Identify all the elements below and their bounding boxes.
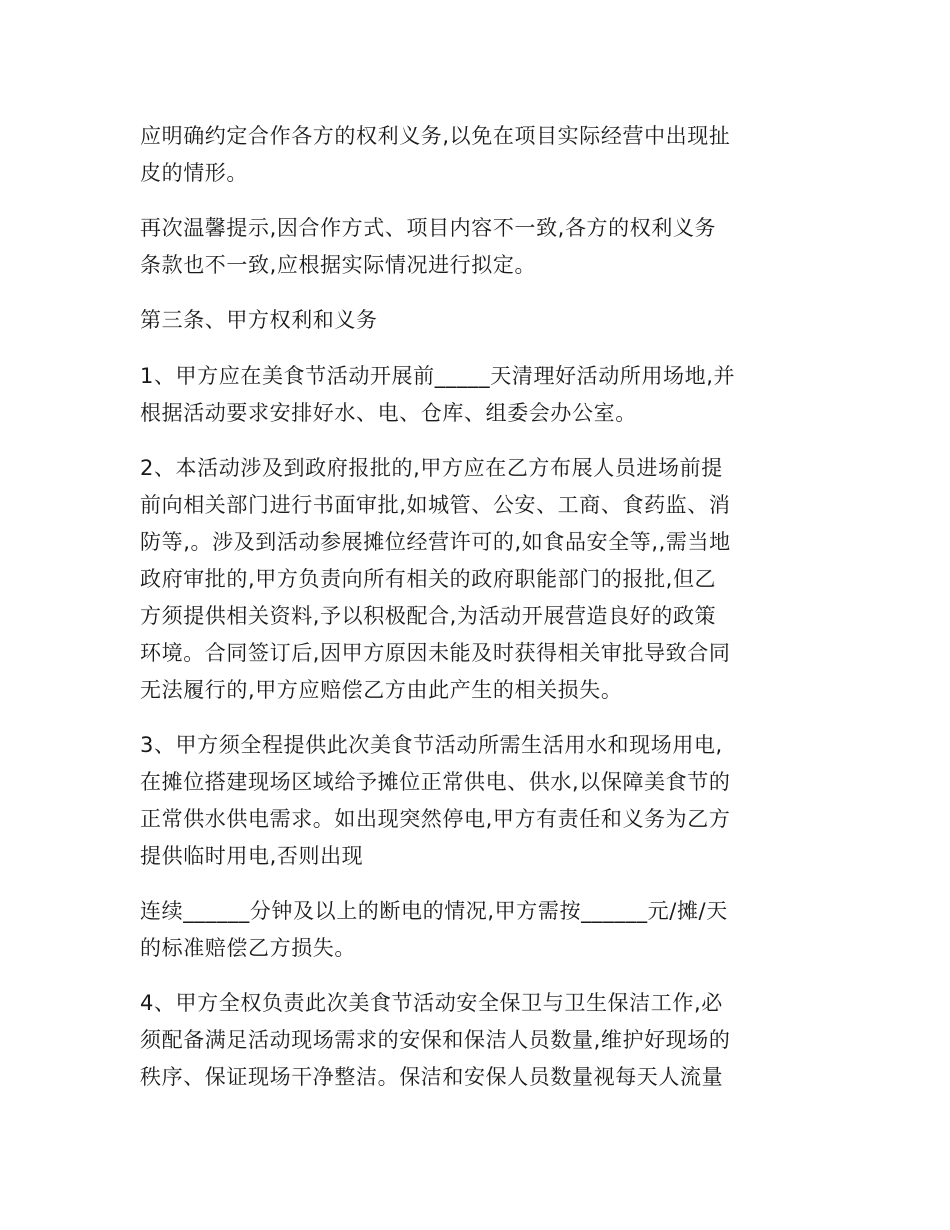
text-line: 在摊位搭建现场区域给予摊位正常供电、供水,以保障美食节的 — [140, 770, 731, 794]
text-line: 连续______分钟及以上的断电的情况,甲方需按______元/摊/天 — [140, 899, 728, 923]
section-heading — [140, 302, 820, 339]
clause-4 — [140, 985, 820, 1096]
text-line: 再次温馨提示,因合作方式、项目内容不一致,各方的权利义务 — [140, 216, 717, 240]
text-line: 2、本活动涉及到政府报批的,甲方应在乙方布展人员进场前提 — [140, 456, 723, 480]
text-line: 的标准赔偿乙方损失。 — [140, 936, 356, 960]
text-line: 无法履行的,甲方应赔偿乙方由此产生的相关损失。 — [140, 678, 623, 702]
clause-3-continued — [140, 893, 820, 967]
text-line: 防等,。涉及到活动参展摊位经营许可的,如食品安全等,,需当地 — [140, 530, 731, 554]
clause-2 — [140, 450, 820, 709]
clause-1 — [140, 358, 820, 432]
text-line: 正常供水供电需求。如出现突然停电,甲方有责任和义务为乙方 — [140, 807, 731, 831]
text-line: 1、甲方应在美食节活动开展前_____天清理好活动所用场地,并 — [140, 364, 736, 388]
text-line: 秩序、保证现场干净整洁。保洁和安保人员数量视每天人流量 — [140, 1065, 724, 1089]
text-line: 环境。合同签订后,因甲方原因未能及时获得相关审批导致合同 — [140, 641, 731, 665]
text-line: 须配备满足活动现场需求的安保和保洁人员数量,维护好现场的 — [140, 1028, 731, 1052]
text-line: 政府审批的,甲方负责向所有相关的政府职能部门的报批,但乙 — [140, 567, 717, 591]
paragraph-reminder — [140, 210, 820, 284]
text-line: 应明确约定合作各方的权利义务,以免在项目实际经营中出现扯 — [140, 124, 731, 148]
text-line: 前向相关部门进行书面审批,如城管、公安、工商、食药监、消 — [140, 493, 731, 517]
text-line: 提供临时用电,否则出现 — [140, 844, 364, 868]
text-line: 方须提供相关资料,予以积极配合,为活动开展营造良好的政策 — [140, 604, 717, 628]
text-line: 皮的情形。 — [140, 161, 248, 185]
text-line: 4、甲方全权负责此次美食节活动安全保卫与卫生保洁工作,必 — [140, 991, 723, 1015]
clause-3 — [140, 727, 820, 875]
text-line: 第三条、甲方权利和义务 — [140, 308, 378, 332]
text-line: 根据活动要求安排好水、电、仓库、组委会办公室。 — [140, 401, 637, 425]
paragraph-intro — [140, 118, 820, 192]
text-line: 条款也不一致,应根据实际情况进行拟定。 — [140, 253, 537, 277]
text-line: 3、甲方须全程提供此次美食节活动所需生活用水和现场用电, — [140, 733, 723, 757]
